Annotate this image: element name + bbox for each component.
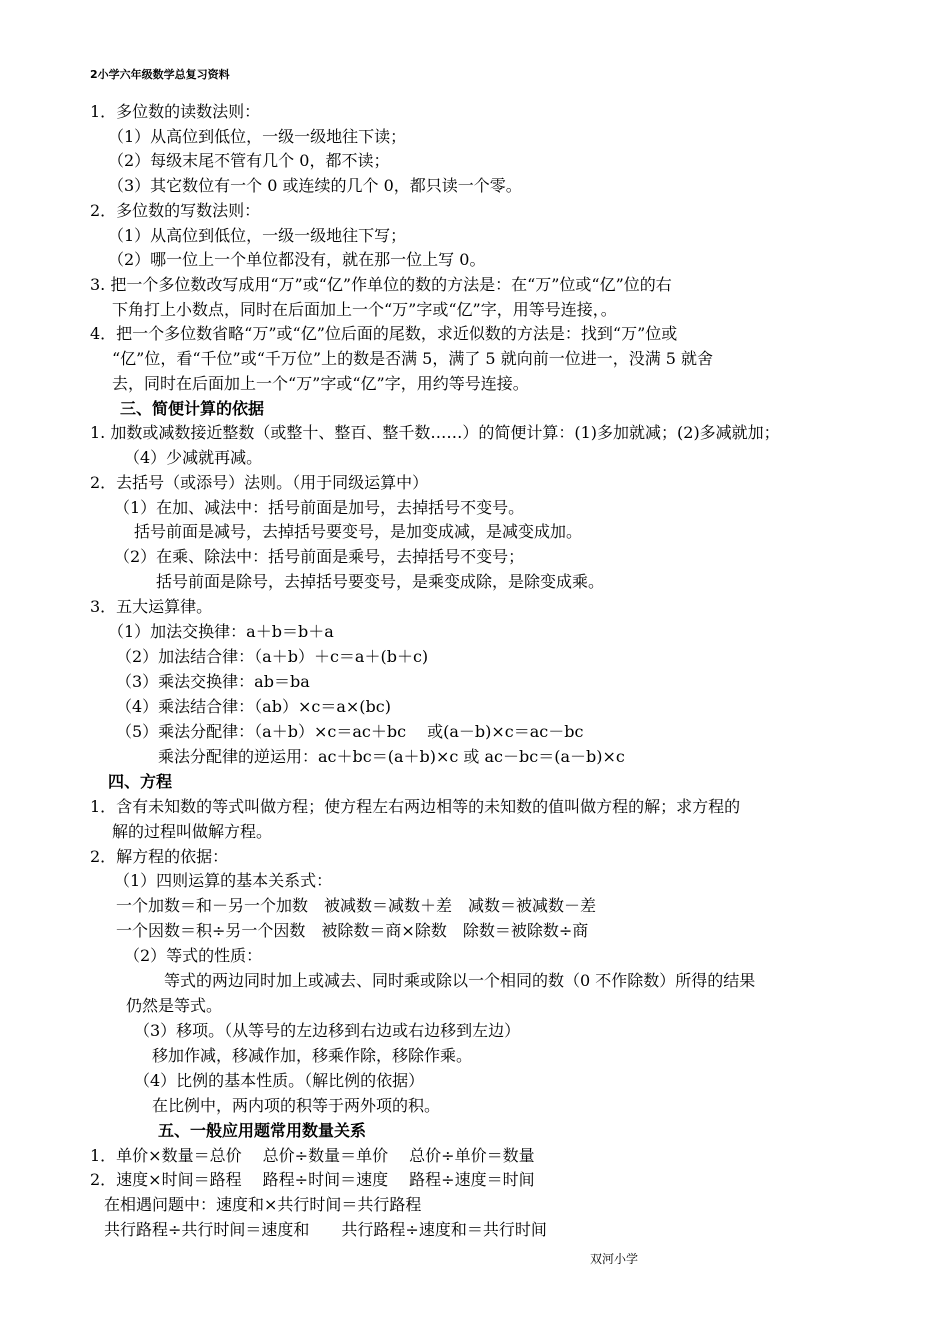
page-header: 2小学六年级数学总复习资料 — [90, 68, 230, 81]
text-line: （2）加法结合律：（a＋b）＋c＝a＋(b＋c) — [116, 647, 429, 666]
text-line: （1）从高位到低位，一级一级地往下写； — [108, 226, 407, 245]
text-line: 1．含有未知数的等式叫做方程；使方程左右两边相等的未知数的值叫做方程的解；求方程的 — [90, 797, 741, 816]
text-line: 去，同时在后面加上一个“万”字或“亿”字，用约等号连接。 — [112, 374, 529, 393]
text-line: （2）等式的性质： — [124, 946, 263, 965]
page-footer: 双河小学 — [590, 1252, 639, 1266]
section-heading: 五、一般应用题常用数量关系 — [158, 1121, 367, 1140]
text-line: 移加作减，移减作加，移乘作除，移除作乘。 — [152, 1046, 473, 1065]
text-line: 下角打上小数点，同时在后面加上一个“万”字或“亿”字，用等号连接，。 — [112, 300, 617, 319]
text-line: 仍然是等式。 — [126, 996, 223, 1015]
text-line: （5）乘法分配律：（a＋b）×c＝ac＋bc 或(a－b)×c＝ac－bc — [116, 722, 584, 741]
text-line: 等式的两边同时加上或减去、同时乘或除以一个相同的数（0 不作除数）所得的结果 — [164, 971, 756, 990]
text-line: 2．去括号（或添号）法则。（用于同级运算中） — [90, 473, 429, 492]
text-line: （1）在加、减法中：括号前面是加号，去掉括号不变号。 — [114, 498, 525, 517]
text-line: 一个加数＝和－另一个加数 被减数＝减数＋差 减数＝被减数－差 — [116, 896, 597, 915]
text-line: （3）乘法交换律：ab＝ba — [116, 672, 310, 691]
text-line: 4．把一个多位数省略“万”或“亿”位后面的尾数，求近似数的方法是：找到“万”位或 — [90, 324, 678, 343]
text-line: （3）其它数位有一个 0 或连续的几个 0，都只读一个零。 — [108, 176, 522, 195]
text-line: （4）乘法结合律：（ab）×c＝a×(bc) — [116, 697, 391, 716]
text-line: （1）加法交换律：a＋b＝b＋a — [108, 622, 334, 641]
text-line: （2）在乘、除法中：括号前面是乘号，去掉括号不变号； — [114, 547, 525, 566]
text-line: 共行路程÷共行时间＝速度和 共行路程÷速度和＝共行时间 — [104, 1220, 547, 1239]
text-line: 3．五大运算律。 — [90, 597, 213, 616]
section-heading: 四、方程 — [108, 772, 173, 791]
text-line: （1）四则运算的基本关系式： — [114, 871, 333, 890]
text-line: 3. 把一个多位数改写成用“万”或“亿”作单位的数的方法是：在“万”位或“亿”位的右 — [90, 275, 672, 294]
text-line: 在比例中，两内项的积等于两外项的积。 — [152, 1096, 441, 1115]
text-line: 解的过程叫做解方程。 — [112, 822, 273, 841]
text-line: 2．速度×时间＝路程 路程÷时间＝速度 路程÷速度＝时间 — [90, 1170, 535, 1189]
text-line: （4）比例的基本性质。（解比例的依据） — [134, 1071, 425, 1090]
text-line: 在相遇问题中：速度和×共行时间＝共行路程 — [104, 1195, 422, 1214]
text-line: 1．多位数的读数法则： — [90, 102, 261, 121]
text-line: “亿”位，看“千位”或“千万位”上的数是否满 5，满了 5 就向前一位进一，没满 5 就舍 — [112, 349, 714, 368]
text-line: 一个因数＝积÷另一个因数 被除数＝商×除数 除数＝被除数÷商 — [116, 921, 589, 940]
text-line: 2．解方程的依据： — [90, 847, 229, 866]
text-line: （2）哪一位上一个单位都没有，就在那一位上写 0。 — [108, 250, 486, 269]
text-line: （3）移项。（从等号的左边移到右边或右边移到左边） — [134, 1021, 521, 1040]
text-line: 1．单价×数量＝总价 总价÷数量＝单价 总价÷单价＝数量 — [90, 1146, 535, 1165]
text-line: （4）少减就再减。 — [124, 448, 263, 467]
text-line: 2．多位数的写数法则： — [90, 201, 261, 220]
section-heading: 三、简便计算的依据 — [120, 399, 265, 418]
text-line: 1. 加数或减数接近整数（或整十、整百、整千数……）的简便计算：(1)多加就减；(2)多减就加； — [90, 423, 780, 442]
text-line: 乘法分配律的逆运用：ac＋bc＝(a＋b)×c 或 ac－bc＝(a－b)×c — [158, 747, 625, 766]
text-line: 括号前面是除号，去掉括号要变号，是乘变成除，是除变成乘。 — [156, 572, 605, 591]
text-line: 括号前面是减号，去掉括号要变号，是加变成减，是减变成加。 — [134, 522, 583, 541]
text-line: （1）从高位到低位，一级一级地往下读； — [108, 127, 407, 146]
text-line: （2）每级末尾不管有几个 0，都不读； — [108, 151, 390, 170]
